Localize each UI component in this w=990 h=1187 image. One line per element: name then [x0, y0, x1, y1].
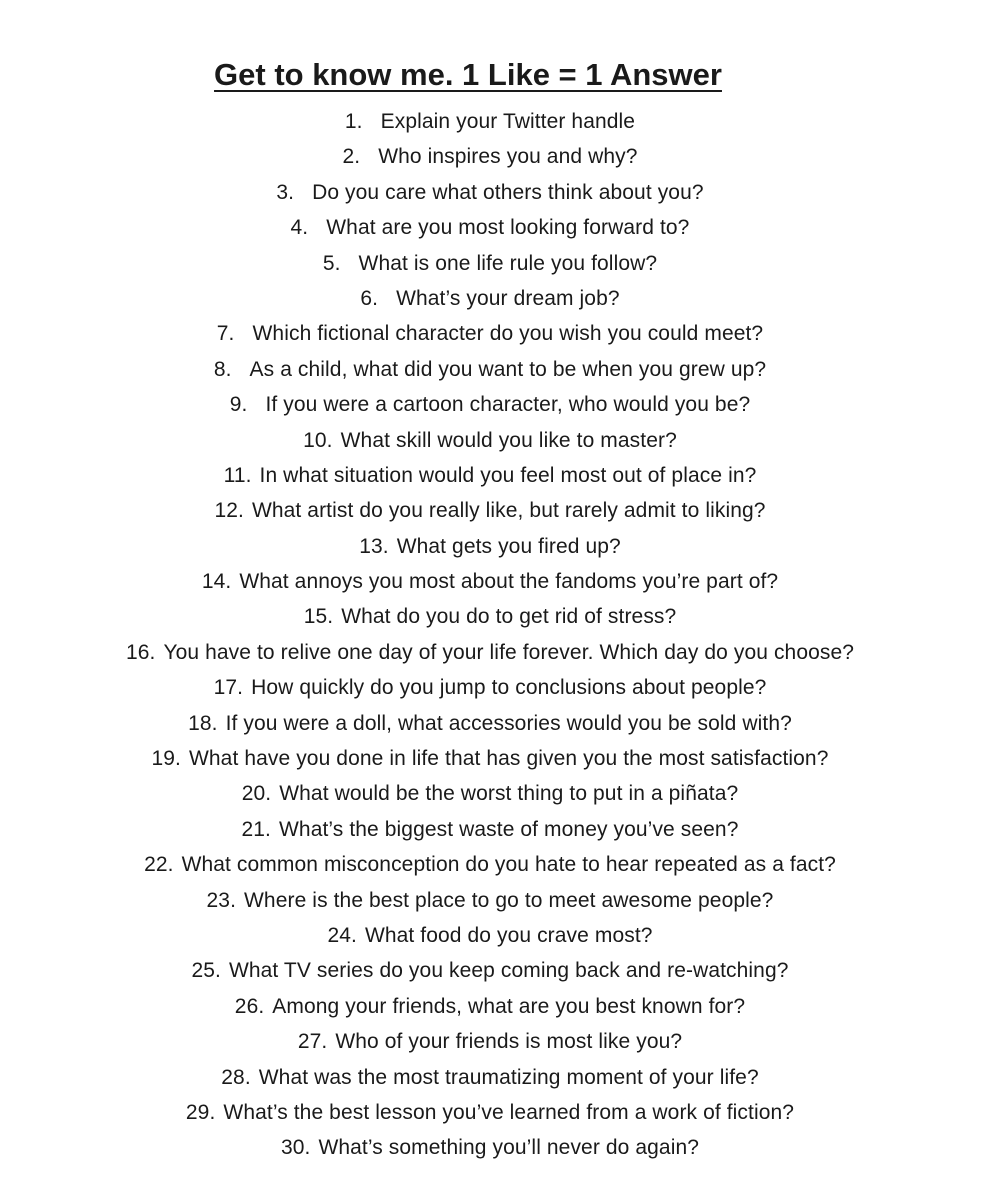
question-item — [0, 493, 980, 528]
question-number: 12. — [214, 499, 244, 523]
question-item — [0, 458, 980, 493]
question-item — [0, 564, 980, 599]
question-text: If you were a cartoon character, who would you be? — [265, 393, 751, 417]
question-number: 5. — [322, 251, 341, 275]
question-number: 3. — [276, 180, 295, 204]
question-item — [0, 812, 980, 847]
question-text: What’s your dream job? — [396, 286, 620, 310]
question-text: What do you do to get rid of stress? — [341, 605, 677, 629]
question-item — [0, 423, 980, 458]
question-text: Do you care what others think about you? — [312, 180, 704, 204]
question-number: 30. — [280, 1136, 311, 1160]
question-item — [0, 953, 980, 988]
question-item — [0, 1130, 980, 1165]
question-text: What are you most looking forward to? — [326, 216, 690, 240]
question-item — [0, 989, 980, 1024]
question-number: 24. — [327, 923, 357, 947]
question-number: 21. — [241, 817, 271, 841]
question-item — [0, 387, 980, 422]
question-item — [0, 352, 980, 387]
question-number: 27. — [297, 1030, 328, 1054]
question-text: Where is the best place to go to meet awesome people? — [244, 888, 774, 912]
question-text: What common misconception do you hate to hear repeated as a fact? — [181, 853, 836, 877]
question-number: 11. — [223, 463, 252, 487]
question-item — [0, 529, 980, 564]
question-item — [0, 104, 980, 139]
question-number: 8. — [213, 357, 232, 381]
question-number: 25. — [191, 959, 221, 983]
question-number: 2. — [342, 145, 361, 169]
question-text: Which fictional character do you wish you could meet? — [252, 322, 764, 346]
question-number: 15. — [303, 605, 334, 629]
question-number: 7. — [216, 322, 235, 346]
question-item — [0, 883, 980, 918]
question-item — [0, 139, 980, 174]
question-text: Who of your friends is most like you? — [335, 1030, 683, 1054]
question-text: What is one life rule you follow? — [358, 251, 658, 275]
question-text: What artist do you really like, but rarely admit to liking? — [251, 499, 766, 523]
question-number: 16. — [125, 640, 156, 664]
question-item — [0, 316, 980, 351]
question-item — [0, 776, 980, 811]
question-item — [0, 670, 980, 705]
page-title-text: Get to know me. 1 Like = 1 Answer — [214, 56, 722, 92]
question-text: What have you done in life that has given you the most satisfaction? — [188, 747, 829, 771]
question-text: In what situation would you feel most out of place in? — [259, 463, 757, 487]
question-text: What skill would you like to master? — [340, 428, 677, 452]
question-item — [0, 847, 980, 882]
question-number: 26. — [234, 994, 265, 1018]
question-number: 17. — [213, 676, 244, 700]
question-item — [0, 1060, 980, 1095]
question-text: What would be the worst thing to put in a piñata? — [279, 782, 739, 806]
question-item — [0, 175, 980, 210]
question-text: What annoys you most about the fandoms you’re part of? — [239, 570, 779, 594]
question-number: 1. — [344, 110, 363, 133]
question-text: What’s something you’ll never do again? — [318, 1136, 700, 1160]
question-item — [0, 281, 980, 316]
question-item — [0, 1024, 980, 1059]
question-number: 19. — [151, 747, 181, 771]
question-number: 20. — [241, 782, 272, 806]
question-item — [0, 1095, 980, 1130]
question-text: How quickly do you jump to conclusions about people? — [251, 676, 767, 700]
question-text: Among your friends, what are you best known for? — [272, 994, 746, 1018]
question-number: 22. — [144, 853, 174, 877]
question-text: What food do you crave most? — [364, 923, 653, 947]
question-item — [0, 918, 980, 953]
question-number: 9. — [229, 393, 248, 417]
question-item — [0, 246, 980, 281]
question-item — [0, 635, 980, 670]
question-number: 18. — [188, 711, 218, 735]
question-text: What was the most traumatizing moment of your life? — [258, 1065, 759, 1089]
question-list — [0, 104, 980, 1166]
question-item — [0, 599, 980, 634]
question-item — [0, 741, 980, 776]
question-text: Explain your Twitter handle — [380, 110, 636, 133]
question-number: 28. — [221, 1065, 251, 1089]
question-number: 29. — [185, 1100, 216, 1124]
question-text: As a child, what did you want to be when you grew up? — [249, 357, 767, 381]
page-title — [0, 55, 936, 95]
question-text: You have to relive one day of your life forever. Which day do you choose? — [163, 640, 855, 664]
question-number: 10. — [303, 428, 333, 452]
question-text: What gets you fired up? — [396, 534, 621, 558]
question-number: 23. — [206, 888, 237, 912]
question-item — [0, 210, 980, 245]
question-text: What’s the best lesson you’ve learned from a work of fiction? — [223, 1100, 795, 1124]
question-number: 6. — [360, 286, 379, 310]
question-text: What TV series do you keep coming back and re-watching? — [228, 959, 789, 983]
question-text: Who inspires you and why? — [378, 145, 638, 169]
question-text: If you were a doll, what accessories would you be sold with? — [225, 711, 792, 735]
question-item — [0, 706, 980, 741]
question-number: 14. — [201, 570, 232, 594]
question-number: 4. — [290, 216, 309, 240]
question-text: What’s the biggest waste of money you’ve seen? — [279, 817, 739, 841]
question-number: 13. — [359, 534, 389, 558]
